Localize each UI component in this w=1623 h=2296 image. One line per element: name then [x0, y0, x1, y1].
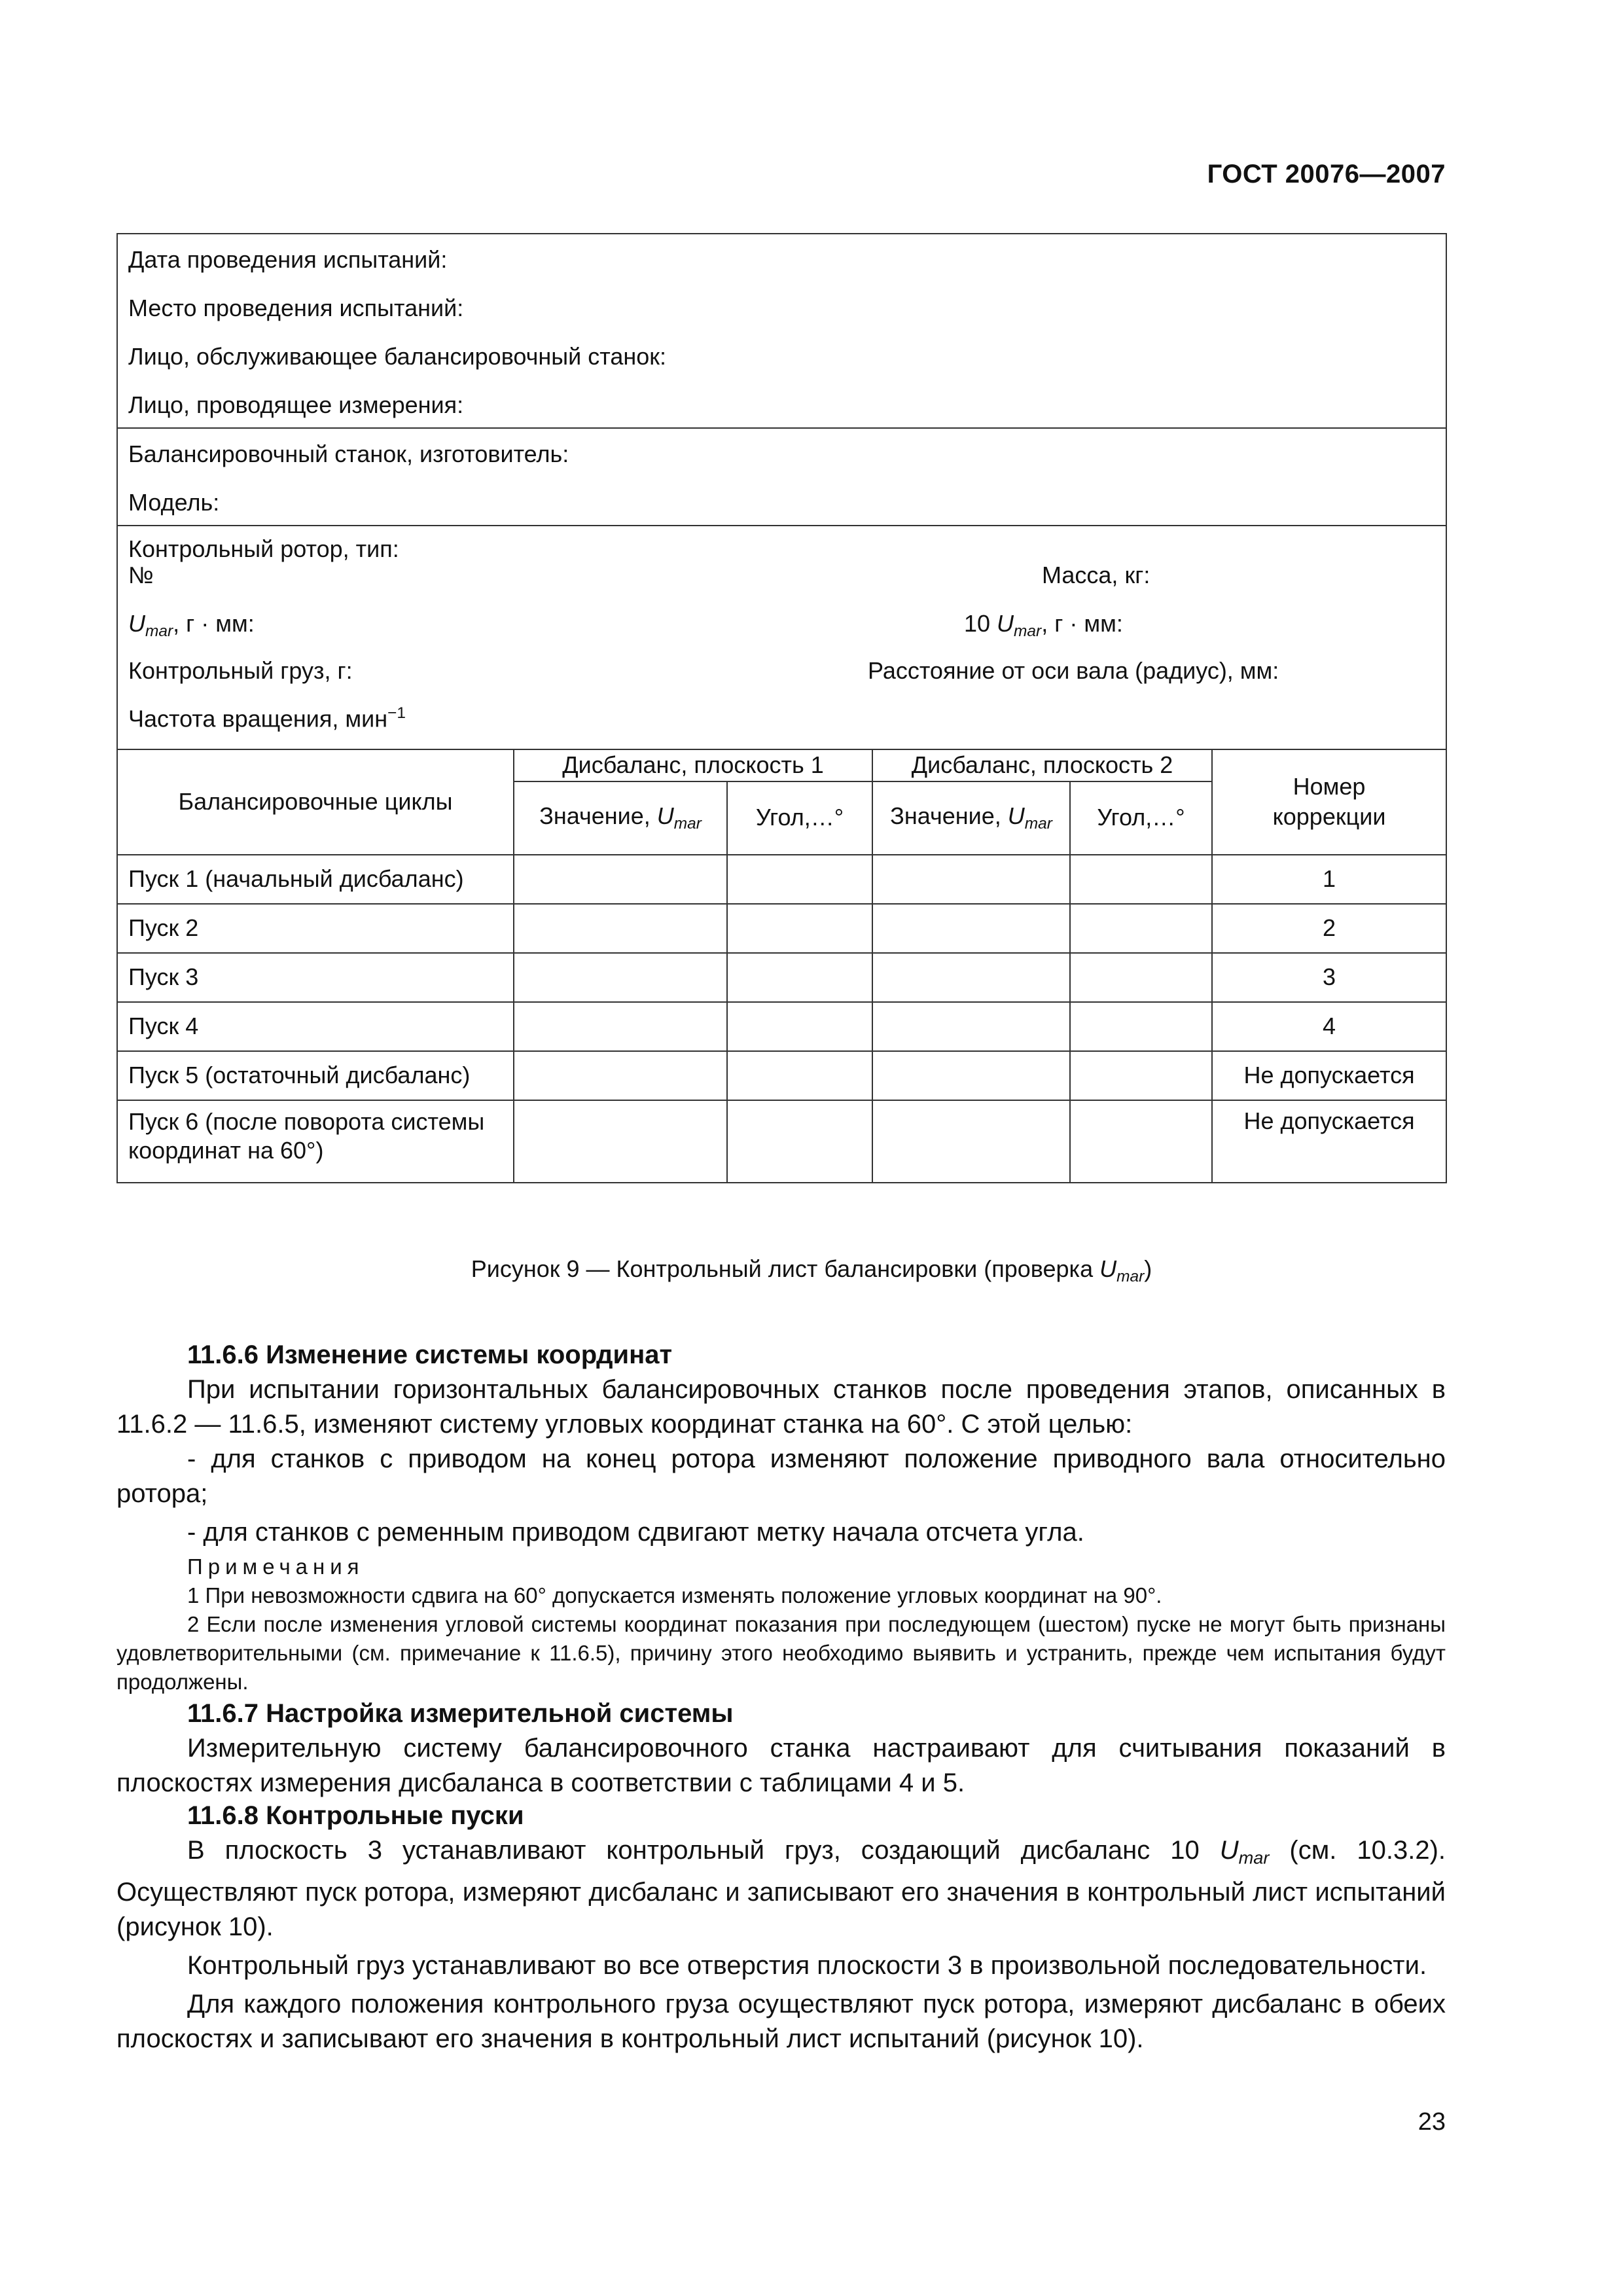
- angle-cell: [727, 953, 872, 1002]
- correction-cell: Не допускается: [1212, 1051, 1446, 1100]
- angle-cell: [1070, 953, 1212, 1002]
- rotor-type-label: Контрольный ротор, тип:: [128, 535, 399, 562]
- value-cell: [872, 953, 1070, 1002]
- cycle-cell: Пуск 4: [117, 1002, 514, 1051]
- notes-heading: Примечания: [187, 1554, 365, 1579]
- value-cell: [514, 855, 727, 904]
- umar-label: $U_{mar}$, г · мм:: [128, 610, 255, 640]
- section-11-6-6: [116, 1338, 1446, 1696]
- rotor-number-label: №: [128, 562, 154, 588]
- col-balancing-cycles: Балансировочные циклы: [117, 749, 514, 855]
- cycle-cell: Пуск 3: [117, 953, 514, 1002]
- angle-cell: [727, 1002, 872, 1051]
- angle-cell: [1070, 1100, 1212, 1183]
- table-row: [117, 1100, 1446, 1183]
- sub-angle-plane-2: Угол,…°: [1070, 781, 1212, 855]
- value-cell: [872, 1100, 1070, 1183]
- machine-model-label: Модель:: [128, 489, 220, 516]
- table-row: [117, 904, 1446, 953]
- rotation-speed-label: Частота вращения, мин$^{-1}$: [128, 704, 406, 732]
- measurer-label: Лицо, проводящее измерения:: [128, 391, 464, 418]
- paragraph: Для каждого положения контрольного груза осуществляют пуск ротора, измеряют дисбаланс в обеих плоскостях и записывают его значения в контрольный лист испытаний (рисунок 10).: [116, 1989, 1446, 2053]
- value-cell: [514, 1051, 727, 1100]
- angle-cell: [1070, 1002, 1212, 1051]
- angle-cell: [727, 1100, 872, 1183]
- table-row: [117, 1002, 1446, 1051]
- sub-value-plane-1: Значение, $U_{mar}$: [514, 781, 727, 855]
- balancing-control-sheet: [116, 233, 1447, 1183]
- paragraph: При испытании горизонтальных балансировочных станков после проведения этапов, описанных в 11.6.2 — 11.6.5, изменяют систему угловых координат станка на 60°. С этой целью:: [116, 1375, 1446, 1439]
- value-cell: [514, 904, 727, 953]
- correction-cell: 1: [1212, 855, 1446, 904]
- angle-cell: [727, 904, 872, 953]
- section-heading: 11.6.6 Изменение системы координат: [187, 1340, 673, 1369]
- test-info-cell: [117, 234, 1446, 428]
- value-cell: [872, 1002, 1070, 1051]
- note: 1 При невозможности сдвига на 60° допускается изменять положение угловых координат на 90°.: [187, 1583, 1162, 1607]
- section-heading: 11.6.8 Контрольные пуски: [187, 1801, 524, 1830]
- page-number: 23: [1418, 2108, 1446, 2136]
- test-place-label: Место проведения испытаний:: [128, 295, 464, 321]
- sub-angle-plane-1: Угол,…°: [727, 781, 872, 855]
- document-header: ГОСТ 20076—2007: [1207, 160, 1446, 188]
- rotor-mass-label: Масса, кг:: [1042, 562, 1150, 588]
- section-heading: 11.6.7 Настройка измерительной системы: [187, 1699, 734, 1728]
- test-date-label: Дата проведения испытаний:: [128, 246, 448, 273]
- value-cell: [514, 1100, 727, 1183]
- section-11-6-8: [116, 1799, 1446, 2056]
- distance-label: Расстояние от оси вала (радиус), мм:: [868, 657, 1279, 684]
- table-row: [117, 1051, 1446, 1100]
- test-mass-label: Контрольный груз, г:: [128, 657, 353, 684]
- value-cell: [514, 953, 727, 1002]
- paragraph: Измерительную систему балансировочного станка настраивают для считывания показаний в плоскостях измерения дисбаланса в соответствии с таблицами 4 и 5.: [116, 1734, 1446, 1797]
- paragraph: - для станков с приводом на конец ротора изменяют положение приводного вала относительно ротора;: [116, 1444, 1446, 1508]
- paragraph: В плоскость 3 устанавливают контрольный груз, создающий дисбаланс 10 $U_{mar}$ (см. 10.3.2). Осуществляют пуск ротора, измеряют дисбаланс и записывают его значения в контрольный лист испытаний (рисунок 10).: [116, 1836, 1446, 1941]
- cycle-cell: Пуск 5 (остаточный дисбаланс): [117, 1051, 514, 1100]
- table-row: [117, 953, 1446, 1002]
- angle-cell: [1070, 904, 1212, 953]
- col-correction-number: Номер коррекции: [1212, 749, 1446, 855]
- correction-cell: 3: [1212, 953, 1446, 1002]
- note: 2 Если после изменения угловой системы координат показания при последующем (шестом) пуске не могут быть признаны удовлетворительными (см. примечание к 11.6.5), причину этого необходимо выявить и устранить, прежде чем испытания будут продолжены.: [116, 1612, 1446, 1694]
- paragraph: - для станков с ременным приводом сдвигают метку начала отсчета угла.: [187, 1518, 1084, 1547]
- angle-cell: [1070, 855, 1212, 904]
- cycle-cell: Пуск 1 (начальный дисбаланс): [117, 855, 514, 904]
- value-cell: [872, 855, 1070, 904]
- correction-cell: 2: [1212, 904, 1446, 953]
- angle-cell: [727, 855, 872, 904]
- col-unbalance-plane-2: Дисбаланс, плоскость 2: [872, 749, 1212, 781]
- section-11-6-7: [116, 1696, 1446, 1801]
- col-unbalance-plane-1: Дисбаланс, плоскость 1: [514, 749, 872, 781]
- angle-cell: [727, 1051, 872, 1100]
- umar10-label: 10 $U_{mar}$, г · мм:: [964, 610, 1123, 640]
- angle-cell: [1070, 1051, 1212, 1100]
- operator-label: Лицо, обслуживающее балансировочный станок:: [128, 343, 667, 370]
- value-cell: [872, 1051, 1070, 1100]
- figure-caption: Рисунок 9 — Контрольный лист балансировки (проверка $U_{mar}$): [471, 1255, 1152, 1285]
- correction-cell: Не допускается: [1212, 1100, 1446, 1183]
- machine-info-cell: [117, 428, 1446, 526]
- cycle-cell: Пуск 2: [117, 904, 514, 953]
- value-cell: [872, 904, 1070, 953]
- value-cell: [514, 1002, 727, 1051]
- cycle-cell: Пуск 6 (после поворота системы координат на 60°): [117, 1100, 514, 1183]
- machine-manufacturer-label: Балансировочный станок, изготовитель:: [128, 440, 569, 467]
- correction-cell: 4: [1212, 1002, 1446, 1051]
- paragraph: Контрольный груз устанавливают во все отверстия плоскости 3 в произвольной последовательности.: [187, 1950, 1427, 1980]
- table-row: [117, 855, 1446, 904]
- rotor-info-cell: [117, 526, 1446, 749]
- sub-value-plane-2: Значение, $U_{mar}$: [872, 781, 1070, 855]
